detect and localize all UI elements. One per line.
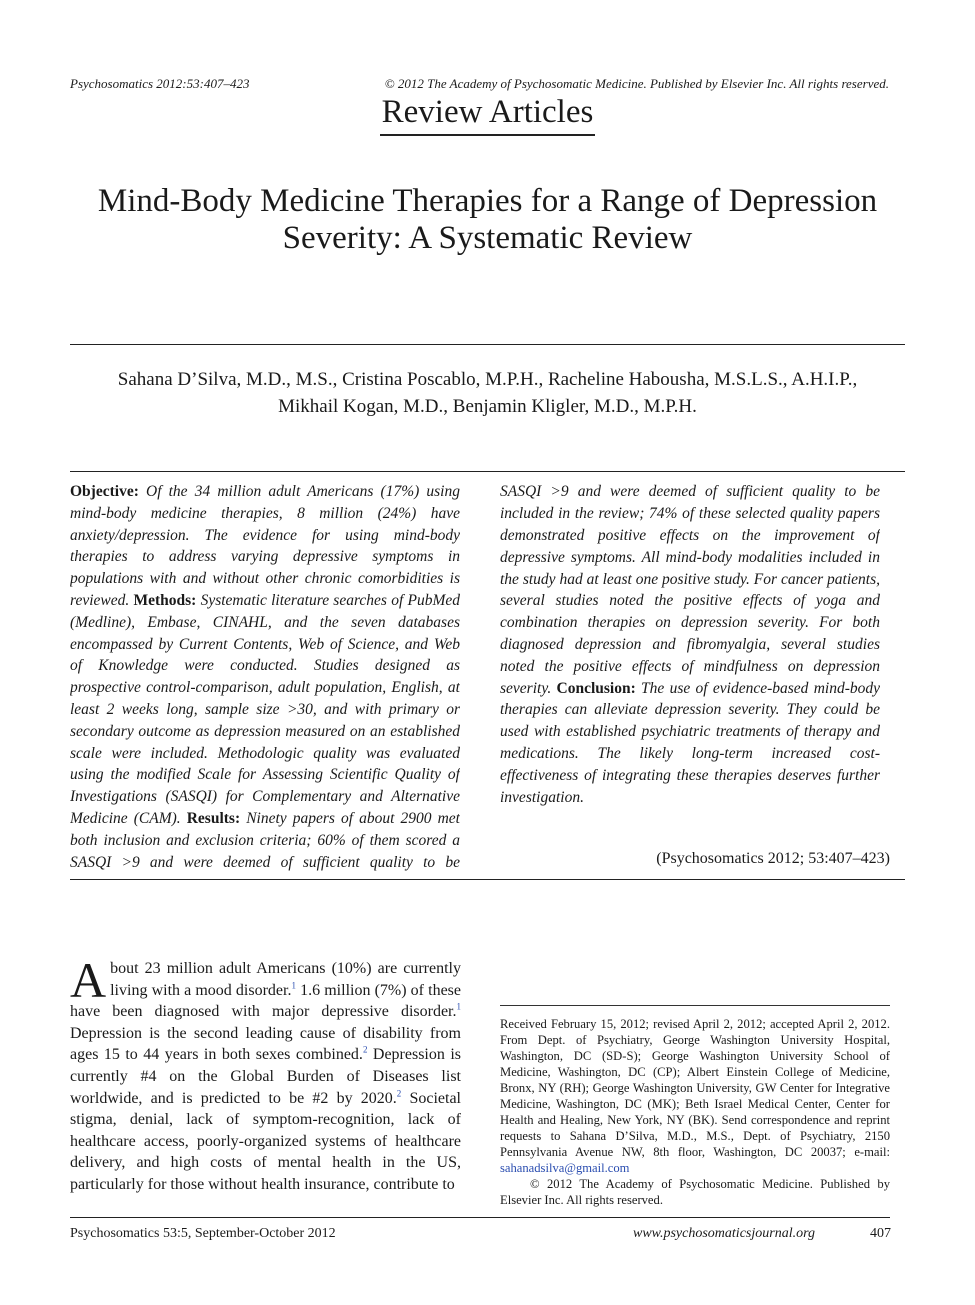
footnote-rule: [500, 1005, 890, 1006]
abstract-column-left: [70, 481, 460, 873]
body-segment-2: 1.6 million (7%) of these have been diagnosed with major depressive disorder.: [70, 981, 461, 1021]
article-title-line1: Mind-Body Medicine Therapies for a Range of Depression: [97, 183, 878, 219]
section-heading-text: Review Articles: [380, 92, 596, 136]
author-list: [70, 366, 905, 420]
journal-citation: Psychosomatics 2012:53:407–423: [70, 76, 250, 91]
email-link[interactable]: sahanadsilva@gmail.com: [500, 1161, 630, 1175]
body-paragraph: [70, 958, 461, 1196]
rule-above-authors: [70, 344, 905, 345]
body-segment-3: Depression is the second leading cause of disability from ages 15 to 44 years in both sexes combined.: [70, 1024, 461, 1064]
conclusion-text-copy: The use of evidence-based mind-body therapies can alleviate depression severity. They could be used with established psychiatric treatments of therapy and medications. The likely long-term increased cost-effectiveness of integrating these therapies deserves further investigation.: [500, 679, 880, 806]
header-copyright: © 2012 The Academy of Psychosomatic Medicine. Published by Elsevier Inc. All rights reserved.: [384, 76, 889, 91]
methods-label: Methods:: [133, 591, 197, 609]
authors-line2: Mikhail Kogan, M.D., Benjamin Kligler, M.D., M.P.H.: [278, 396, 697, 417]
body-segment-1: bout 23 million adult Americans (10%) are currently living with a mood disorder.: [110, 960, 461, 999]
objective-label: Objective:: [70, 483, 139, 500]
results-text-copy: SASQI >9 and were deemed of sufficient quality to be included in the review; 74% of these selected quality papers demonstrated positive effects on the improvement of depressive symptoms. All mind-body modalities included in the study had at least one positive study. For cancer patients, several studies noted the positive effects of yoga and combination therapies on depression severity. For both diagnosed depression and fibromyalgia, several studies noted the positive effects of mindfulness on depression severity.: [500, 483, 880, 697]
footer-issue: Psychosomatics 53:5, September-October 2012: [70, 1226, 336, 1241]
abstract-citation: (Psychosomatics 2012; 53:407–423): [656, 850, 890, 867]
journal-website-link[interactable]: www.psychosomaticsjournal.org: [633, 1226, 816, 1241]
reference-link-4[interactable]: 2: [396, 1088, 402, 1099]
reference-link-1[interactable]: 1: [291, 980, 296, 991]
methods-text: Systematic literature searches of PubMed (Medline), Embase, CINAHL, and the seven databases encompassed by Current Contents, Web of Science, and Web of Knowledge were conducted. Studies designed as prospective control-comparison, adult population, English, at least 2 weeks long, sample size >30, and with primary or secondary outcome as depression measured on an established scale were included. Methodologic quality was evaluated using the modified Scale for Assessing Scientific Quality of Investigations (SASQI) for Complementary and Alternative Medicine (CAM).: [70, 591, 460, 827]
objective-text: Of the 34 million adult Americans (17%) using mind-body medicine therapies, 8 million (24%) have anxiety/depression. The evidence for using mind-body therapies to address varying depressive symptoms in populations with and without other chronic comorbidities is reviewed.: [70, 483, 460, 609]
page-number: 407: [870, 1226, 891, 1241]
body-segment-4: Depression is currently #4 on the Global Burden of Diseases list worldwide, and is predicted to be #2 by 2020.: [70, 1046, 461, 1107]
drop-cap: A: [70, 958, 107, 1008]
footnote-copyright: © 2012 The Academy of Psychosomatic Medicine. Published by Elsevier Inc. All rights reserved.: [500, 1177, 890, 1207]
article-title: [70, 183, 905, 257]
abstract-continuation: [500, 481, 880, 808]
body-segment-5: Societal stigma, denial, lack of symptom-recognition, lack of healthcare access, poorly-organized systems of healthcare delivery, and high costs of mental health in the US, particularly for those without health insurance, contribute to: [70, 1089, 461, 1193]
results-text: Ninety papers of about 2900 met both inclusion and exclusion criteria; 60% of them scored a SASQI >9 and were deemed of sufficient quality to be: [70, 809, 460, 871]
conclusion-label-copy: Conclusion:: [556, 679, 636, 697]
received-affiliations: [500, 1016, 890, 1176]
reference-link-2[interactable]: 1: [456, 1001, 461, 1012]
article-title-line2: Severity: A Systematic Review: [282, 220, 693, 256]
rule-below-abstract: [70, 879, 905, 880]
received-text: Received February 15, 2012; revised April 2, 2012; accepted April 2, 2012. From Dept. of Psychiatry, George Washington University Hospital, Washington, DC (SD-S); George Washington University School of Medicine, Washington, DC (CP); Albert Einstein College of Medicine, Bronx, NY (RH); George Washington University, GW Center for Integrative Medicine, Washington, DC (MK); Beth Israel Medical Center, Center for Health and Healing, New York, NY (BK). Send correspondence and reprint requests to Sahana D’Silva, M.D., M.S., Dept. of Psychiatry, 2150 Pennsylvania Avenue NW, 8th floor, Washington, DC 20037; e-mail:: [500, 1017, 890, 1159]
footer-rule: [70, 1217, 890, 1218]
rule-above-abstract: [70, 471, 905, 472]
footnote-block: [500, 1016, 890, 1208]
section-heading: [0, 92, 975, 136]
results-label: Results:: [186, 809, 241, 827]
abstract-column-right: [500, 481, 880, 853]
reference-link-3[interactable]: 2: [362, 1045, 368, 1056]
authors-line1: Sahana D’Silva, M.D., M.S., Cristina Poscablo, M.P.H., Racheline Habousha, M.S.L.S., A.H.I.P.,: [117, 369, 858, 390]
